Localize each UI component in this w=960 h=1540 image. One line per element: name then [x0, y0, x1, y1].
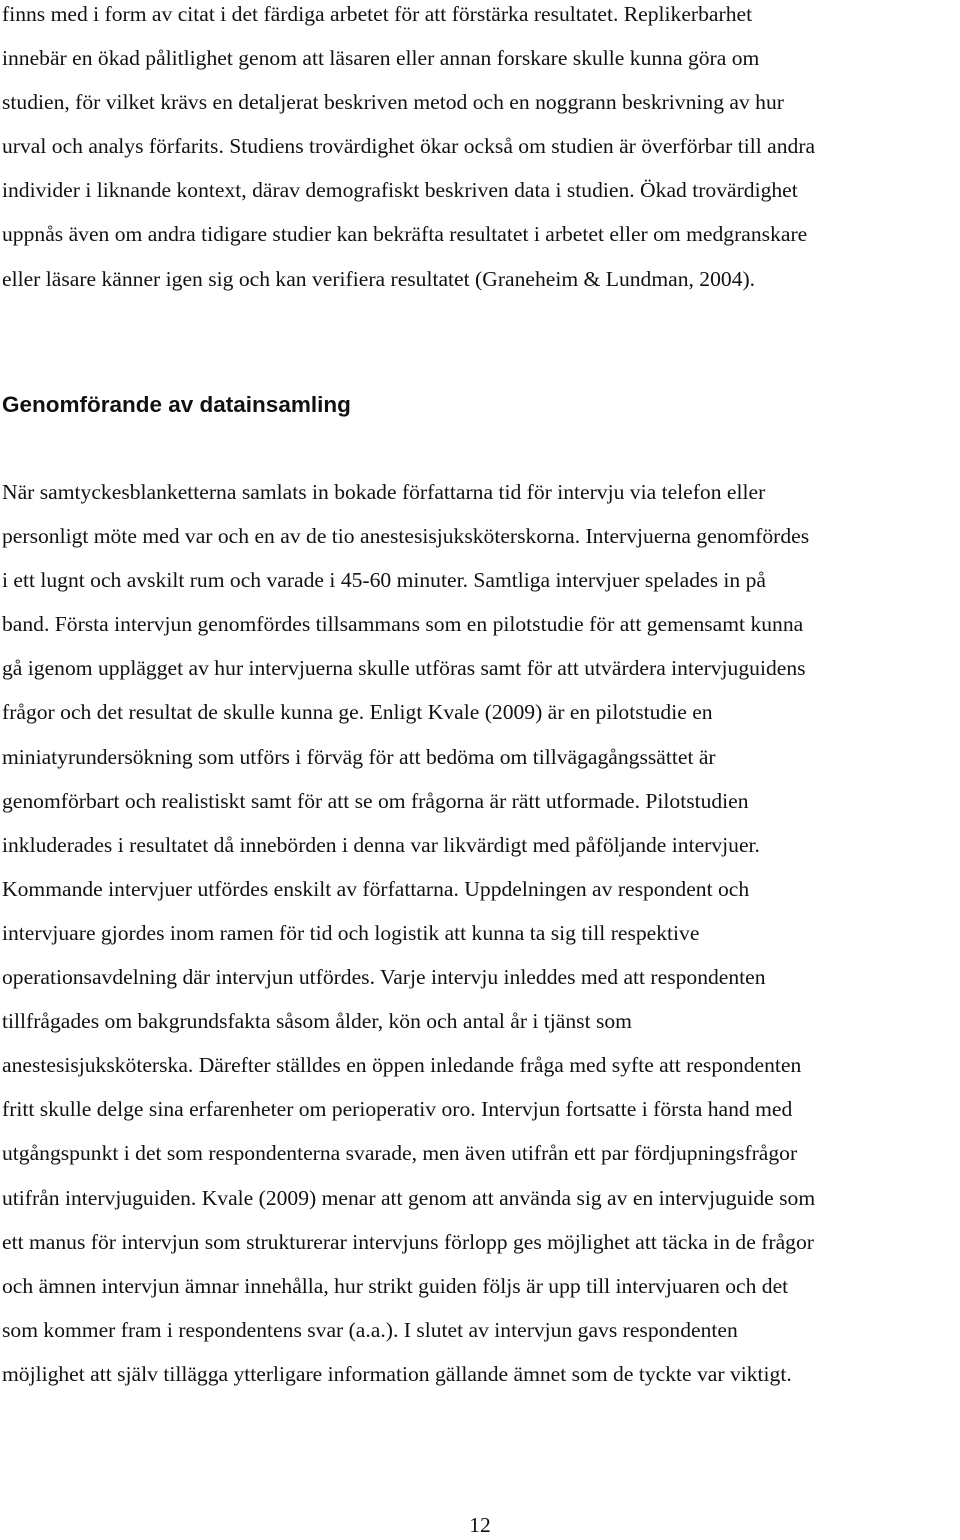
page-number: 12: [469, 1513, 491, 1537]
text-line: gå igenom upplägget av hur intervjuerna skulle utföras samt för att utvärdera intervjuguidens: [2, 656, 806, 681]
text-line: urval och analys förfarits. Studiens trovärdighet ökar också om studien är överförbar till andra: [2, 134, 816, 159]
text-line: utgångspunkt i det som respondenterna svarade, men även utifrån ett par fördjupningsfrågor: [2, 1141, 798, 1166]
text-line: finns med i form av citat i det färdiga arbetet för att förstärka resultatet. Replikerbarhet: [2, 2, 753, 26]
text-line: intervjuare gjordes inom ramen för tid och logistik att kunna ta sig till respektive: [2, 920, 700, 945]
text-line: eller läsare känner igen sig och kan verifiera resultatet (Graneheim & Lundman, 2004).: [2, 266, 756, 291]
text-line: personligt möte med var och en av de tio anestesisjuksköterskorna. Intervjuerna genomfördes: [2, 524, 810, 549]
text-line: inkluderades i resultatet då innebörden i denna var likvärdigt med påföljande intervjuer.: [2, 832, 760, 857]
text-line: uppnås även om andra tidigare studier kan bekräfta resultatet i arbetet eller om medgranskare: [2, 222, 808, 247]
text-line: utifrån intervjuguiden. Kvale (2009) menar att genom att använda sig av en intervjuguide som: [2, 1185, 816, 1210]
text-line: individer i liknande kontext, därav demografiskt beskriven data i studien. Ökad trovärdighet: [2, 178, 798, 203]
text-line: fritt skulle delge sina erfarenheter om perioperativ oro. Intervjun fortsatte i första hand med: [2, 1097, 793, 1122]
paragraph-trustworthiness: [2, 0, 815, 301]
text-line: möjlighet att själv tillägga ytterligare information gällande ämnet som de tyckte var viktigt.: [2, 1361, 792, 1386]
text-line: tillfrågades om bakgrundsfakta såsom ålder, kön och antal år i tjänst som: [2, 1009, 632, 1034]
text-line: anestesisjuksköterska. Därefter ställdes en öppen inledande fråga med syfte att respondenten: [2, 1053, 802, 1078]
text-line: Kommande intervjuer utfördes enskilt av författarna. Uppdelningen av respondent och: [2, 876, 750, 901]
text-line: som kommer fram i respondentens svar (a.a.). I slutet av intervjun gavs respondenten: [2, 1317, 738, 1342]
text-line: innebär en ökad pålitlighet genom att läsaren eller annan forskare skulle kunna göra om: [2, 46, 760, 71]
section-heading: Genomförande av datainsamling: [2, 392, 351, 417]
text-line: operationsavdelning där intervjun utfördes. Varje intervju inleddes med att respondenten: [2, 965, 766, 990]
text-line: studien, för vilket krävs en detaljerat beskriven metod och en noggrann beskrivning av hur: [2, 90, 784, 115]
paragraph-data-collection: [2, 470, 815, 1396]
text-line: band. Första intervjun genomfördes tillsammans som en pilotstudie för att gemensamt kunna: [2, 612, 804, 637]
text-line: ett manus för intervjun som strukturerar intervjuns förlopp ges möjlighet att täcka in de frågor: [2, 1229, 814, 1254]
text-line: genomförbart och realistiskt samt för att se om frågorna är rätt utformade. Pilotstudien: [2, 788, 749, 813]
text-line: och ämnen intervjun ämnar innehålla, hur strikt guiden följs är upp till intervjuaren och det: [2, 1273, 789, 1298]
text-line: När samtyckesblanketterna samlats in bokade författarna tid för intervju via telefon eller: [2, 480, 766, 504]
text-line: i ett lugnt och avskilt rum och varade i 45-60 minuter. Samtliga intervjuer spelades in på: [2, 568, 766, 593]
text-line: miniatyrundersökning som utförs i förväg för att bedöma om tillvägagångssättet är: [2, 744, 716, 769]
text-line: frågor och det resultat de skulle kunna ge. Enligt Kvale (2009) är en pilotstudie en: [2, 700, 713, 725]
